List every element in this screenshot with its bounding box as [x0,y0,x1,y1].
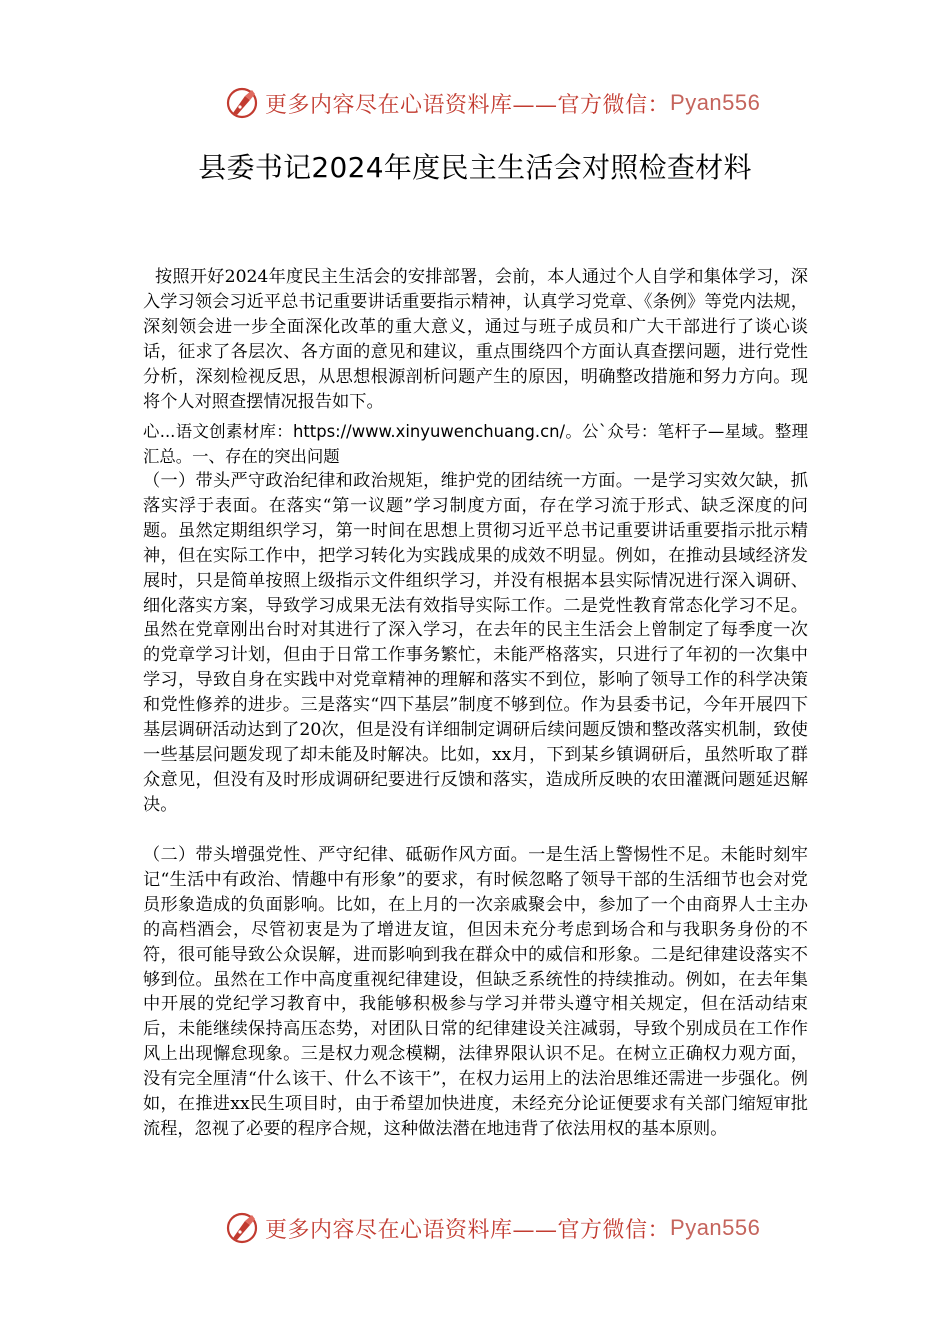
section-2-text: （二）带头增强党性、严守纪律、砥砺作风方面。一是生活上警惕性不足。未能时刻牢记“生活中有政治、情趣中有形象”的要求，有时候忽略了领导干部的生活细节也会对党员形象造成的负面影响。比如，在上月的一次亲戚聚会中，参加了一个由商界人士主办的高档酒会，尽管初衷是为了增进友谊，但因未充分考虑到场合和与我职务身份的不符，很可能导致公众误解，进而影响到我在群众中的威信和形象。二是纪律建设落实不够到位。虽然在工作中高度重视纪律建设，但缺乏系统性的持续推动。例如，在去年集中开展的党纪学习教育中，我能够积极参与学习并带头遵守相关规定，但在活动结束后，未能继续保持高压态势，对团队日常的纪律建设关注减弱，导致个别成员在工作作风上出现懈怠现象。三是权力观念模糊，法律界限认识不足。在树立正确权力观方面，没有完全厘清“什么该干、什么不该干”，在权力运用上的法治思维还需进一步强化。例如，在推进xx民生项目时，由于希望加快进度，未经充分论证便要求有关部门缩短审批流程，忽视了必要的程序合规，这种做法潜在地违背了依法用权的基本原则。 [143,845,808,1139]
banner-wechat-id: Pyan556 [670,90,761,115]
banner-wechat-id: Pyan556 [670,1215,761,1240]
footer-banner [225,1208,761,1248]
banner-text: 更多内容尽在心语资料库——官方微信： [265,1217,671,1243]
pen-nib-icon [225,86,259,120]
source-note-text: 心...语文创素材库：https://www.xinyuwenchuang.cn/。公`众号：笔杆子—星域。整理汇总。一、存在的突出问题 [143,422,808,466]
intro-text: 按照开好2024年度民主生活会的安排部署，会前，本人通过个人自学和集体学习，深入学习领会习近平总书记重要讲话重要指示精神，认真学习党章、《条例》等党内法规，深刻领会进一步全面深化改革的重大意义，通过与班子成员和广大干部进行了谈心谈话，征求了各层次、各方面的意见和建议，重点围绕四个方面认真查摆问题，进行党性分析，深刻检视反思，从思想根源剖析问题产生的原因，明确整改措施和努力方向。现将个人对照查摆情况报告如下。 [143,267,808,412]
pen-nib-icon [225,1211,259,1245]
intro-paragraph [143,265,808,414]
document-title: 县委书记2024年度民主生活会对照检查材料 [198,151,752,184]
section-2 [143,843,808,1142]
header-banner [225,83,761,123]
section-1-text: （一）带头严守政治纪律和政治规矩，维护党的团结统一方面。一是学习实效欠缺，抓落实浮于表面。在落实“第一议题”学习制度方面，存在学习流于形式、缺乏深度的问题。虽然定期组织学习，第一时间在思想上贯彻习近平总书记重要讲话重要指示批示精神，但在实际工作中，把学习转化为实践成果的成效不明显。例如，在推动县域经济发展时，只是简单按照上级指示文件组织学习，并没有根据本县实际情况进行深入调研、细化落实方案，导致学习成果无法有效指导实际工作。二是党性教育常态化学习不足。虽然在党章刚出台时对其进行了深入学习，在去年的民主生活会上曾制定了每季度一次的党章学习计划，但由于日常工作事务繁忙，未能严格落实，只进行了年初的一次集中学习，导致自身在实践中对党章精神的理解和落实不到位，影响了领导工作的科学决策和党性修养的进步。三是落实“四下基层”制度不够到位。作为县委书记，今年开展四下基层调研活动达到了20次，但是没有详细制定调研后续问题反馈和整改落实机制，致使一些基层问题发现了却未能及时解决。比如，xx月，下到某乡镇调研后，虽然听取了群众意见，但没有及时形成调研纪要进行反馈和落实，造成所反映的农田灌溉问题延迟解决。 [143,471,808,815]
section-1 [143,469,808,818]
source-note [143,420,808,470]
banner-text: 更多内容尽在心语资料库——官方微信： [265,92,671,118]
